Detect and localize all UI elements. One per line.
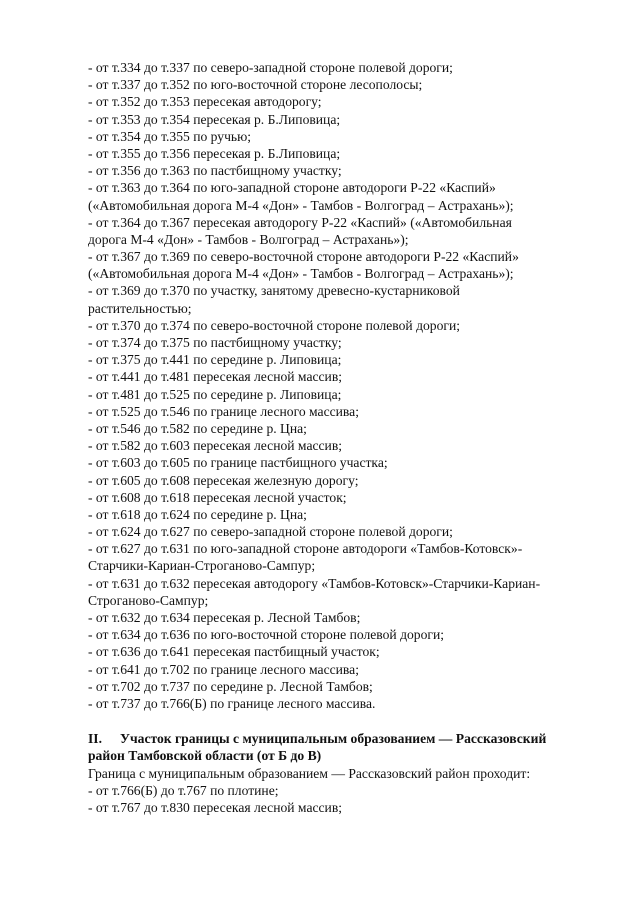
text-line: - от т.441 до т.481 пересекая лесной массив; <box>88 369 343 385</box>
text-line: - от т.352 до т.353 пересекая автодорогу; <box>88 94 322 110</box>
section-number: II. <box>88 731 102 747</box>
document-body <box>88 59 608 816</box>
text-line: - от т.364 до т.367 пересекая автодорогу Р-22 «Каспий» («Автомобильная <box>88 214 512 230</box>
text-line: - от т.624 до т.627 по северо-западной стороне полевой дороги; <box>88 524 453 540</box>
text-line: - от т.375 до т.441 по середине р. Липовица; <box>88 352 342 368</box>
text-line: - от т.632 до т.634 пересекая р. Лесной Тамбов; <box>88 610 361 625</box>
text-line: - от т.603 до т.605 по границе пастбищного участка; <box>88 455 388 471</box>
text-line: - от т.334 до т.337 по северо-западной стороне полевой дороги; <box>88 60 453 75</box>
section-gap <box>88 712 608 730</box>
section-title-line1: Участок границы с муниципальным образованием — Рассказовский <box>120 731 547 747</box>
text-line: Строганово-Сампур; <box>88 592 209 608</box>
section-title-line2: район Тамбовской области (от Б до В) <box>88 748 322 764</box>
text-line: - от т.369 до т.370 по участку, занятому древесно-кустарниковой <box>88 283 460 299</box>
text-line: Граница с муниципальным образованием — Рассказовский район проходит: <box>88 765 531 781</box>
text-line: - от т.582 до т.603 пересекая лесной массив; <box>88 438 343 454</box>
text-line: - от т.618 до т.624 по середине р. Цна; <box>88 506 307 522</box>
text-line: - от т.641 до т.702 по границе лесного массива; <box>88 661 359 677</box>
text-line: - от т.631 до т.632 пересекая автодорогу «Тамбов-Котовск»-Старчики-Кариан- <box>88 575 541 591</box>
text-line: - от т.605 до т.608 пересекая железную дорогу; <box>88 472 359 488</box>
text-line: - от т.525 до т.546 по границе лесного массива; <box>88 403 359 419</box>
text-line: - от т.766(Б) до т.767 по плотине; <box>88 782 279 798</box>
text-line: - от т.737 до т.766(Б) по границе лесного массива. <box>88 695 376 711</box>
text-line: - от т.354 до т.355 по ручью; <box>88 128 252 144</box>
text-line: - от т.374 до т.375 по пастбищному участку; <box>88 335 342 350</box>
text-line: дорога М-4 «Дон» - Тамбов - Волгоград – Астрахань»); <box>88 231 409 247</box>
text-line: - от т.370 до т.374 по северо-восточной стороне полевой дороги; <box>88 317 461 333</box>
section-heading <box>88 730 608 764</box>
text-line: - от т.636 до т.641 пересекая пастбищный участок; <box>88 644 380 660</box>
text-line: - от т.337 до т.352 по юго-восточной стороне лесополосы; <box>88 77 423 93</box>
text-line: Старчики-Кариан-Строганово-Сампур; <box>88 558 316 574</box>
text-line: - от т.481 до т.525 по середине р. Липовица; <box>88 386 342 402</box>
text-line: - от т.353 до т.354 пересекая р. Б.Липовица; <box>88 111 341 127</box>
text-line: - от т.634 до т.636 по юго-восточной стороне полевой дороги; <box>88 627 445 643</box>
boundary-list-b <box>88 765 608 817</box>
text-line: - от т.546 до т.582 по середине р. Цна; <box>88 420 307 436</box>
text-line: («Автомобильная дорога М-4 «Дон» - Тамбов - Волгоград – Астрахань»); <box>88 266 514 282</box>
text-line: - от т.608 до т.618 пересекая лесной участок; <box>88 489 347 505</box>
boundary-list-a <box>88 59 608 712</box>
text-line: - от т.627 до т.631 по юго-западной стороне автодороги «Тамбов-Котовск»- <box>88 541 523 557</box>
text-line: («Автомобильная дорога М-4 «Дон» - Тамбов - Волгоград – Астрахань»); <box>88 197 514 213</box>
text-line: - от т.363 до т.364 по юго-западной стороне автодороги Р-22 «Каспий» <box>88 180 496 196</box>
text-line: - от т.767 до т.830 пересекая лесной массив; <box>88 799 343 815</box>
text-line: - от т.702 до т.737 по середине р. Лесной Тамбов; <box>88 678 373 694</box>
text-line: - от т.355 до т.356 пересекая р. Б.Липовица; <box>88 145 341 161</box>
text-line: растительностью; <box>88 300 192 316</box>
text-line: - от т.367 до т.369 по северо-восточной стороне автодороги Р-22 «Каспий» <box>88 249 519 265</box>
text-line: - от т.356 до т.363 по пастбищному участку; <box>88 163 342 179</box>
